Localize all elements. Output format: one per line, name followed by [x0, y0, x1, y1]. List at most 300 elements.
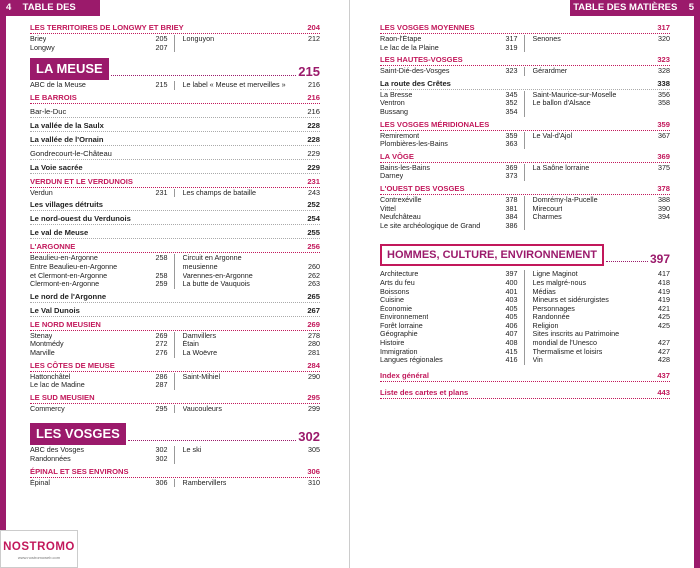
item-page: 216 — [308, 80, 320, 90]
toc-entries — [30, 106, 320, 174]
toc-group — [30, 242, 320, 288]
toc-item[interactable] — [380, 296, 518, 305]
toc-subcolumn — [30, 332, 168, 358]
item-title: Sites inscrits au Patrimoine — [532, 330, 620, 339]
item-title: Forêt lorraine — [380, 321, 423, 330]
toc-item[interactable] — [183, 272, 321, 281]
item-title: Économie — [380, 304, 412, 313]
toc-subcolumns — [380, 270, 670, 365]
heading-title: Liste des cartes et plans — [380, 387, 469, 397]
heading-page: 231 — [307, 176, 320, 186]
toc-item[interactable] — [533, 35, 671, 44]
item-title: Stenay — [30, 331, 53, 340]
item-title: Thermalisme et loisirs — [532, 347, 603, 356]
toc-item[interactable] — [183, 373, 321, 382]
item-page: 260 — [308, 261, 320, 271]
entry-title: La route des Crêtes — [380, 78, 451, 88]
toc-subcolumns — [30, 479, 320, 488]
item-page: 373 — [505, 171, 518, 181]
toc-item[interactable] — [30, 332, 168, 341]
item-page: 290 — [308, 371, 320, 381]
toc-heading — [30, 93, 320, 104]
item-page: 302 — [155, 453, 168, 463]
toc-heading[interactable] — [380, 23, 670, 34]
item-page: 425 — [658, 320, 670, 330]
item-page: 259 — [155, 279, 168, 289]
item-title: ABC de la Meuse — [30, 81, 86, 90]
toc-entry[interactable] — [30, 162, 320, 174]
toc-item[interactable] — [380, 305, 518, 314]
entry-title: Le nord de l'Argonne — [30, 291, 107, 301]
left-page-title: TABLE DES MATIÈRES — [6, 2, 76, 29]
toc-item[interactable] — [380, 288, 518, 297]
item-title: Environnement — [380, 313, 429, 322]
item-title: Marville — [30, 348, 55, 357]
toc-item[interactable] — [380, 172, 518, 181]
item-page: 407 — [505, 329, 518, 339]
item-page: 306 — [155, 477, 168, 487]
item-page: 278 — [308, 330, 320, 340]
item-title: et Clermont-en-Argonne — [30, 271, 108, 280]
toc-entry[interactable] — [30, 213, 320, 225]
toc-item[interactable] — [380, 322, 518, 331]
item-title: La Woëvre — [182, 348, 218, 357]
toc-subcolumn — [380, 132, 518, 149]
entry-title: La Voie sacrée — [30, 162, 83, 172]
toc-item[interactable] — [533, 288, 671, 297]
item-page: 386 — [505, 220, 518, 230]
heading-page: 306 — [307, 466, 320, 476]
item-title: Domrémy-la-Pucelle — [532, 195, 598, 204]
item-title: Verdun — [30, 188, 53, 197]
item-title: meusienne — [182, 262, 218, 271]
toc-item[interactable] — [30, 81, 168, 90]
item-page: 405 — [505, 312, 518, 322]
toc-item[interactable] — [380, 196, 518, 205]
item-page: 419 — [658, 295, 670, 305]
toc-item[interactable] — [30, 373, 168, 382]
toc-item[interactable] — [380, 35, 518, 44]
item-page: 354 — [505, 106, 518, 116]
entry-page: 255 — [307, 228, 320, 238]
item-page: 287 — [155, 380, 168, 390]
toc-item[interactable] — [183, 189, 321, 198]
toc-entries — [30, 291, 320, 317]
toc-subcols — [30, 81, 320, 90]
toc-item[interactable] — [380, 270, 518, 279]
item-page: 363 — [505, 139, 518, 149]
toc-item[interactable] — [533, 213, 671, 222]
right-page-title: TABLE DES MATIÈRES — [573, 2, 678, 13]
logo-name: NOSTROMO — [3, 541, 75, 553]
heading-page: 359 — [657, 119, 670, 129]
toc-subcolumn — [380, 35, 518, 52]
toc-item[interactable] — [30, 479, 168, 488]
toc-heading[interactable] — [30, 467, 320, 478]
toc-subcolumn — [30, 446, 168, 463]
toc-item[interactable] — [380, 132, 518, 141]
chapter-hommes[interactable] — [380, 244, 670, 266]
item-title: Saint-Mihiel — [182, 372, 221, 381]
toc-group — [380, 152, 670, 181]
chapter-page: 397 — [649, 252, 670, 267]
item-page: 269 — [155, 330, 168, 340]
toc-heading-cartes[interactable] — [380, 388, 670, 399]
toc-subcolumn — [174, 405, 321, 414]
toc-subcolumns — [380, 164, 670, 181]
toc-item[interactable] — [183, 263, 321, 272]
toc-subcolumn — [30, 405, 168, 414]
toc-item[interactable] — [30, 381, 168, 390]
item-page: 263 — [308, 279, 320, 289]
item-page: 205 — [155, 34, 168, 43]
item-page: 367 — [658, 130, 670, 140]
toc-item[interactable] — [533, 196, 671, 205]
item-title: Hattonchâtel — [30, 372, 71, 381]
toc-heading[interactable] — [380, 184, 670, 195]
toc-item[interactable] — [533, 67, 671, 76]
item-title: Étain — [182, 340, 199, 349]
toc-item[interactable] — [380, 140, 518, 149]
item-page: 425 — [658, 312, 670, 322]
toc-group — [30, 177, 320, 198]
toc-item[interactable] — [30, 44, 168, 53]
toc-subcolumn — [30, 35, 168, 52]
item-title: Cuisine — [380, 296, 404, 305]
item-page: 394 — [658, 212, 670, 222]
toc-item[interactable] — [380, 313, 518, 322]
toc-item[interactable] — [533, 339, 671, 348]
item-page: 369 — [505, 162, 518, 172]
toc-heading[interactable] — [30, 93, 320, 104]
item-title: Le Val-d'Ajol — [532, 131, 573, 140]
toc-subcolumns — [380, 67, 670, 76]
item-page: 359 — [505, 130, 518, 140]
toc-item[interactable] — [30, 189, 168, 198]
item-page: 421 — [658, 303, 670, 313]
toc-item[interactable] — [533, 348, 671, 357]
toc-entry[interactable] — [30, 291, 320, 303]
item-title: Charmes — [532, 213, 562, 222]
item-title: Le ski — [182, 446, 202, 455]
item-title: Boissons — [380, 287, 410, 296]
item-title: Commercy — [30, 404, 65, 413]
toc-item[interactable] — [183, 349, 321, 358]
right-edge-band — [694, 0, 700, 568]
toc-subcols — [380, 91, 670, 117]
item-page: 418 — [658, 277, 670, 287]
heading-title: LES VOSGES MOYENNES — [380, 23, 475, 32]
item-title: Vin — [532, 356, 543, 365]
item-page: 419 — [658, 286, 670, 296]
toc-group — [380, 184, 670, 230]
toc-subcolumn — [174, 35, 321, 52]
toc-item[interactable] — [183, 340, 321, 349]
toc-item[interactable] — [380, 108, 518, 117]
toc-subcolumn — [524, 67, 671, 76]
item-page: 403 — [505, 295, 518, 305]
toc-item[interactable] — [30, 340, 168, 349]
toc-entry[interactable] — [30, 120, 320, 132]
item-page: 323 — [505, 66, 518, 76]
entry-page: 228 — [307, 120, 320, 130]
heading-title: LES TERRITOIRES DE LONGWY ET BRIEY — [30, 23, 184, 32]
item-page: 428 — [658, 355, 670, 365]
toc-subcolumns — [30, 446, 320, 463]
toc-item[interactable] — [183, 446, 321, 455]
toc-item[interactable] — [30, 263, 168, 272]
toc-item[interactable] — [380, 91, 518, 100]
item-title: Immigration — [380, 347, 418, 356]
item-title: Arts du feu — [380, 278, 415, 287]
item-title: Neufchâteau — [380, 213, 421, 222]
item-title: Circuit en Argonne — [182, 254, 242, 263]
toc-item[interactable] — [533, 164, 671, 173]
item-title: La Bresse — [380, 90, 413, 99]
toc-subcolumn — [380, 91, 518, 117]
toc-item[interactable] — [30, 405, 168, 414]
item-page: 415 — [505, 346, 518, 356]
heading-title: L'ARGONNE — [30, 242, 76, 252]
item-title: Varennes-en-Argonne — [182, 271, 253, 280]
heading-page: 378 — [657, 183, 670, 193]
toc-item[interactable] — [183, 254, 321, 263]
item-page: 295 — [155, 403, 168, 413]
toc-subcolumn — [174, 479, 321, 488]
item-title: Religion — [532, 321, 559, 330]
item-title: Les champs de bataille — [182, 188, 257, 197]
item-title: Vittel — [380, 204, 396, 213]
item-title: Longwy — [30, 43, 55, 52]
toc-item[interactable] — [380, 205, 518, 214]
toc-subcolumns — [30, 373, 320, 390]
heading-title: Index général — [380, 370, 429, 380]
heading-page: 269 — [307, 319, 320, 329]
leader-dots — [111, 75, 297, 76]
toc-entry[interactable] — [30, 106, 320, 118]
toc-heading[interactable] — [380, 55, 670, 66]
toc-item[interactable] — [533, 279, 671, 288]
right-page-header — [570, 0, 700, 16]
item-title: Saint-Dié-des-Vosges — [380, 67, 450, 76]
leader-dots — [606, 261, 648, 262]
item-page: 417 — [658, 269, 670, 279]
toc-group — [30, 393, 320, 414]
toc-heading[interactable] — [30, 361, 320, 372]
heading-title: LE SUD MEUSIEN — [30, 392, 95, 402]
toc-item[interactable] — [183, 81, 321, 90]
toc-entries — [30, 199, 320, 239]
toc-item[interactable] — [533, 305, 671, 314]
toc-item[interactable] — [30, 349, 168, 358]
item-title: Architecture — [380, 270, 419, 279]
heading-title: LES HAUTES-VOSGES — [380, 55, 463, 65]
item-page: 299 — [308, 403, 320, 413]
toc-item[interactable] — [380, 279, 518, 288]
item-title: Médias — [532, 287, 556, 296]
toc-item[interactable] — [533, 330, 671, 339]
toc-item[interactable] — [533, 313, 671, 322]
item-page: 280 — [308, 339, 320, 349]
item-title: Beaulieu-en-Argonne — [30, 254, 98, 263]
toc-subcolumn — [174, 373, 321, 390]
heading-title: LE BARROIS — [30, 92, 77, 102]
item-page: 416 — [505, 355, 518, 365]
entry-page: 254 — [307, 214, 320, 224]
item-title: Épinal — [30, 478, 50, 487]
toc-item[interactable] — [380, 222, 518, 231]
toc-subcols — [380, 270, 670, 365]
item-page: 356 — [658, 89, 670, 99]
toc-entry[interactable] — [30, 134, 320, 146]
toc-subcolumn — [30, 373, 168, 390]
item-title: La butte de Vauquois — [182, 280, 250, 289]
toc-item[interactable] — [30, 35, 168, 44]
item-title: Senones — [532, 35, 561, 43]
toc-heading-index[interactable] — [380, 371, 670, 382]
toc-heading[interactable] — [30, 177, 320, 188]
toc-subcolumn — [524, 196, 671, 230]
item-page: 381 — [505, 203, 518, 213]
toc-item[interactable] — [533, 270, 671, 279]
toc-subcolumn — [524, 132, 671, 149]
right-toc-column — [380, 20, 670, 399]
item-page: 427 — [658, 346, 670, 356]
entry-title: Gondrecourt-le-Château — [30, 148, 112, 158]
item-page: 328 — [658, 66, 670, 76]
item-title: Damvillers — [182, 331, 217, 340]
heading-page: 204 — [307, 23, 320, 32]
toc-item[interactable] — [30, 455, 168, 464]
toc-item[interactable] — [380, 330, 518, 339]
heading-page: 437 — [657, 370, 670, 380]
toc-item[interactable] — [380, 67, 518, 76]
item-page: 319 — [505, 42, 518, 52]
item-title: mondial de l'Unesco — [532, 339, 597, 348]
left-edge-band — [0, 0, 6, 568]
item-title: Entre Beaulieu-en-Argonne — [30, 262, 118, 271]
heading-page: 443 — [657, 387, 670, 397]
toc-item[interactable] — [183, 280, 321, 289]
toc-item[interactable] — [533, 322, 671, 331]
toc-subcolumn — [30, 81, 168, 90]
entry-title: La vallée de l'Ornain — [30, 134, 104, 144]
toc-subcolumn — [524, 35, 671, 52]
item-title: Randonnées — [30, 454, 71, 463]
chapter-title: LA MEUSE — [30, 58, 109, 80]
toc-heading[interactable] — [380, 152, 670, 163]
toc-item[interactable] — [380, 339, 518, 348]
toc-item[interactable] — [380, 44, 518, 53]
entry-title: Les villages détruits — [30, 200, 104, 210]
item-title: La Saône lorraine — [532, 163, 590, 172]
item-page: 406 — [505, 320, 518, 330]
logo-tagline: www.nostromoweb.com — [17, 555, 61, 560]
toc-heading[interactable] — [380, 120, 670, 131]
toc-item[interactable] — [183, 332, 321, 341]
toc-item[interactable] — [380, 213, 518, 222]
toc-item[interactable] — [380, 164, 518, 173]
toc-subcolumn — [30, 479, 168, 488]
toc-subcolumn — [524, 91, 671, 117]
toc-entry[interactable] — [30, 199, 320, 211]
entry-title: Le Val Dunois — [30, 305, 80, 315]
item-title: Vaucouleurs — [182, 404, 222, 413]
toc-heading[interactable] — [30, 242, 320, 253]
toc-item[interactable] — [380, 348, 518, 357]
toc-item[interactable] — [380, 356, 518, 365]
toc-item[interactable] — [533, 91, 671, 100]
item-title: Plombières-les-Bains — [380, 140, 448, 149]
item-title: Personnages — [532, 304, 575, 313]
toc-entry[interactable] — [30, 227, 320, 239]
chapter-vosges[interactable] — [30, 423, 320, 445]
toc-item[interactable] — [533, 132, 671, 141]
toc-item[interactable] — [533, 356, 671, 365]
item-title: Mirecourt — [532, 204, 563, 213]
chapter-meuse[interactable] — [30, 58, 320, 80]
toc-group — [30, 361, 320, 390]
toc-heading[interactable] — [30, 23, 320, 34]
entry-page: 229 — [307, 148, 320, 158]
item-page: 243 — [308, 187, 320, 197]
toc-heading[interactable] — [30, 320, 320, 331]
entry-page: 338 — [657, 78, 670, 88]
toc-item[interactable] — [533, 99, 671, 108]
toc-heading[interactable] — [30, 393, 320, 404]
item-page: 408 — [505, 338, 518, 348]
toc-item[interactable] — [30, 446, 168, 455]
chapter-title: LES VOSGES — [30, 423, 126, 445]
item-title: Saint-Maurice-sur-Moselle — [532, 90, 617, 99]
left-page-header — [0, 0, 100, 29]
entry-page: 252 — [307, 200, 320, 210]
item-page: 281 — [308, 347, 320, 357]
toc-item[interactable] — [183, 479, 321, 488]
toc-subcolumn — [30, 254, 168, 288]
left-page-number: 4 — [6, 2, 12, 13]
toc-item[interactable] — [30, 272, 168, 281]
item-page: 212 — [308, 34, 320, 43]
toc-item[interactable] — [30, 254, 168, 263]
toc-subcolumn — [524, 164, 671, 181]
item-title: Clermont-en-Argonne — [30, 280, 100, 289]
toc-group — [380, 23, 670, 52]
toc-subcolumn — [524, 270, 671, 365]
item-title: Mineurs et sidérurgistes — [532, 296, 609, 305]
toc-subcolumns — [380, 91, 670, 117]
toc-item[interactable] — [380, 99, 518, 108]
toc-entry[interactable] — [30, 305, 320, 317]
toc-item[interactable] — [183, 405, 321, 414]
toc-entry[interactable] — [30, 148, 320, 160]
entry-page: 267 — [307, 305, 320, 315]
toc-subcolumn — [174, 254, 321, 288]
toc-item[interactable] — [533, 205, 671, 214]
item-page: 231 — [155, 187, 168, 197]
heading-page: 369 — [657, 151, 670, 161]
heading-page: 295 — [307, 392, 320, 402]
left-toc-column — [30, 20, 320, 487]
item-title: Rambervillers — [182, 478, 227, 487]
toc-entry-route-cretes[interactable] — [380, 78, 670, 90]
entry-page: 228 — [307, 134, 320, 144]
toc-item[interactable] — [533, 296, 671, 305]
toc-group — [30, 467, 320, 488]
toc-item[interactable] — [30, 280, 168, 289]
item-title: Langues régionales — [380, 356, 443, 365]
toc-item[interactable] — [183, 35, 321, 44]
